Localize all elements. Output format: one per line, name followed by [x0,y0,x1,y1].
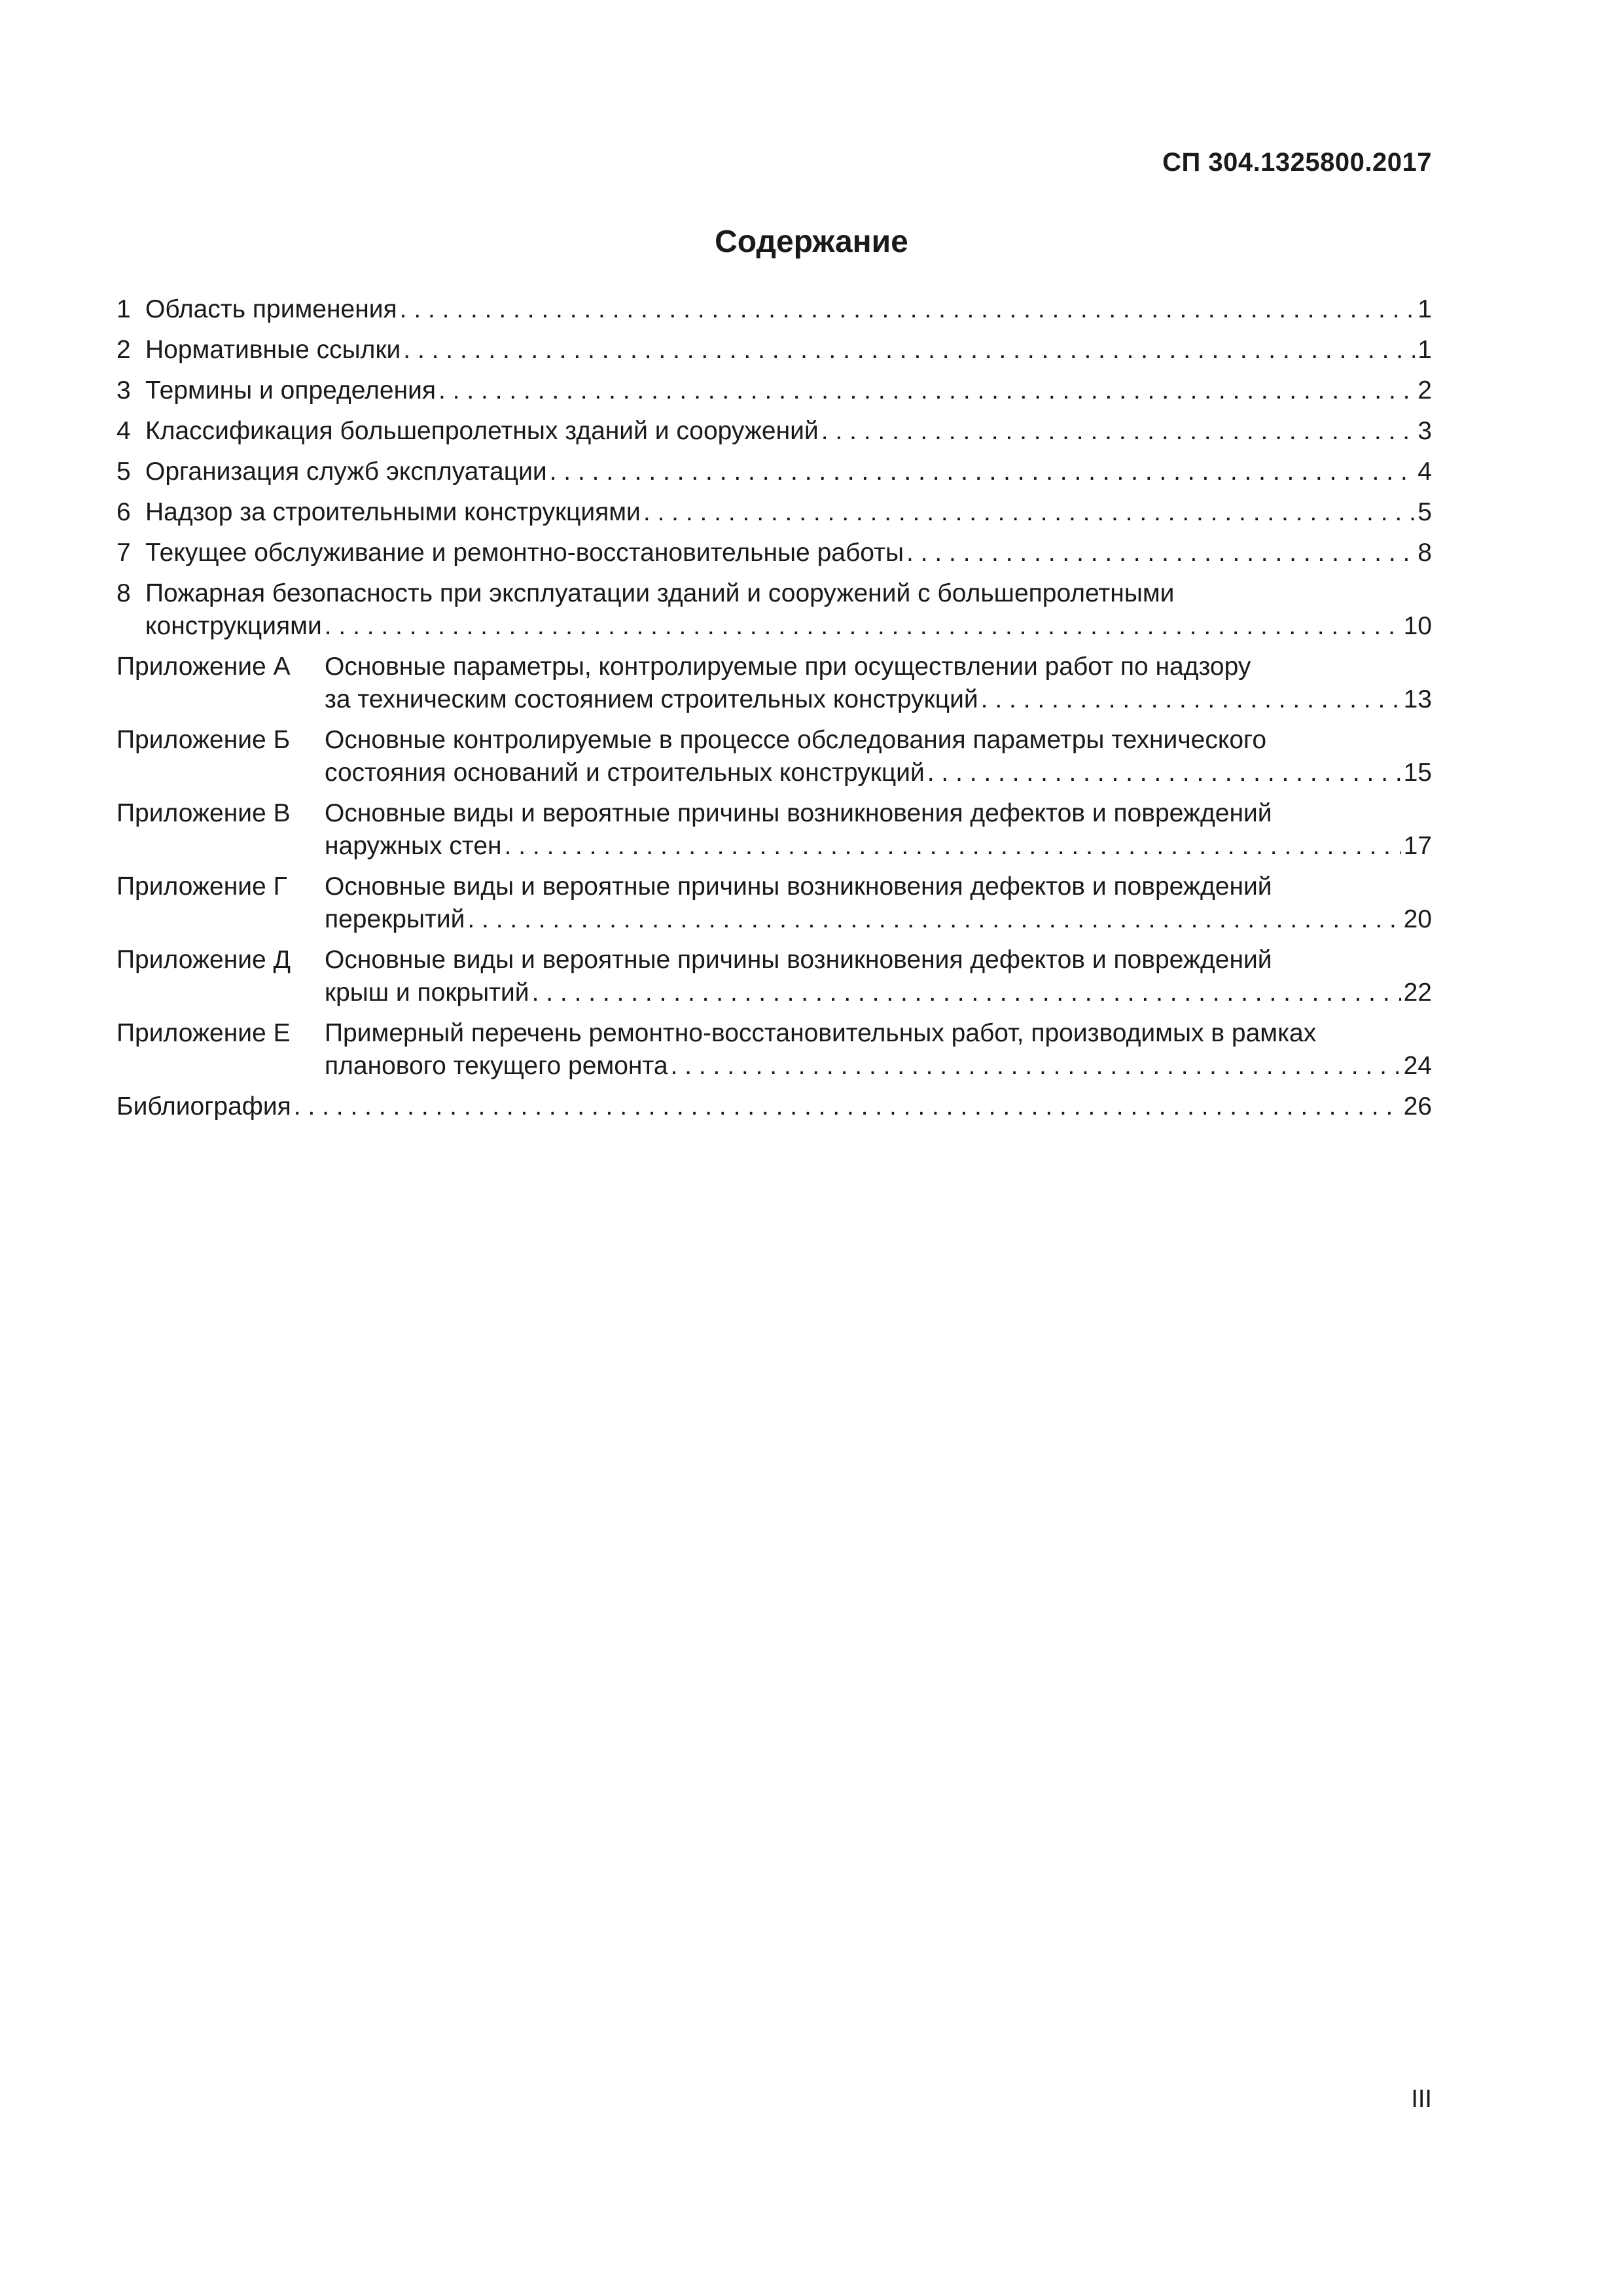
toc-entry-number: 8 [116,579,131,607]
toc-entry-page: 24 [1403,1052,1432,1080]
appendix-label: Приложение Е [116,1019,291,1047]
toc-entry-title: Пожарная безопасность при эксплуатации зданий и сооружений с большепролетными [145,579,1175,607]
dot-leader [906,537,1415,569]
dot-leader [550,456,1416,488]
dot-leader [325,610,1401,643]
dot-leader [467,903,1400,936]
appendix-label: Приложение А [116,653,291,681]
toc-entry-8[interactable] [116,577,1432,643]
appendix-label: Приложение Б [116,726,291,754]
dot-leader [821,415,1416,448]
toc-entry-title: Текущее обслуживание и ремонтно-восстановительные работы [145,539,904,567]
dot-leader [927,757,1401,789]
appendix-label: Приложение В [116,799,291,827]
toc-entry-3[interactable] [116,374,1432,407]
page-number: III [1411,2085,1432,2113]
toc-entry-title: Организация служб эксплуатации [145,457,547,486]
toc-entry-page: 3 [1418,417,1432,445]
toc-entry-page: 8 [1418,539,1432,567]
appendix-title-continued: планового текущего ремонта [325,1052,668,1080]
toc-entry-7[interactable] [116,537,1432,569]
toc-entry-6[interactable] [116,496,1432,529]
toc-entry-4[interactable] [116,415,1432,448]
appendix-title-continued: состояния оснований и строительных конструкций [325,759,925,787]
appendix-title-continued: крыш и покрытий [325,978,529,1007]
document-code: СП 304.1325800.2017 [1162,148,1432,177]
toc-appendix-b[interactable] [116,724,1432,789]
appendix-title-continued: наружных стен [325,832,502,860]
toc-entry-page: 20 [1403,905,1432,933]
dot-leader [532,977,1401,1009]
appendix-title: Основные параметры, контролируемые при осуществлении работ по надзору [325,653,1251,681]
appendix-title: Примерный перечень ремонтно-восстановительных работ, производимых в рамках [325,1019,1317,1047]
toc-appendix-a[interactable] [116,651,1432,716]
appendix-label: Приложение Г [116,872,287,901]
appendix-title-continued: за техническим состоянием строительных конструкций [325,685,978,713]
toc-entry-title: Классификация большепролетных зданий и сооружений [145,417,819,445]
toc-entry-page: 4 [1418,457,1432,486]
appendix-label: Приложение Д [116,946,291,974]
toc-entry-number: 5 [116,457,131,486]
dot-leader [505,830,1401,863]
dot-leader [438,374,1415,407]
dot-leader [403,334,1415,367]
toc-entry-title: Нормативные ссылки [145,336,401,364]
appendix-title: Основные виды и вероятные причины возникновения дефектов и повреждений [325,872,1272,901]
dot-leader [671,1050,1401,1083]
toc-appendix-g[interactable] [116,870,1432,936]
toc-entry-2[interactable] [116,334,1432,367]
toc-title: Содержание [715,224,908,259]
appendix-title-continued: перекрытий [325,905,465,933]
toc-entry-number: 4 [116,417,131,445]
toc-entry-page: 10 [1403,612,1432,640]
toc-appendix-e[interactable] [116,1017,1432,1083]
appendix-title: Основные виды и вероятные причины возникновения дефектов и повреждений [325,946,1272,974]
toc-entry-number: 7 [116,539,131,567]
table-of-contents [116,293,1432,1131]
toc-entry-page: 1 [1418,336,1432,364]
toc-appendix-v[interactable] [116,797,1432,863]
toc-entry-5[interactable] [116,456,1432,488]
toc-entry-page: 26 [1403,1092,1432,1121]
toc-entry-title: Надзор за строительными конструкциями [145,498,641,526]
dot-leader [294,1090,1401,1123]
toc-entry-number: 2 [116,336,131,364]
toc-entry-1[interactable] [116,293,1432,326]
toc-entry-page: 13 [1403,685,1432,713]
toc-entry-title: Термины и определения [145,376,437,404]
toc-bibliography[interactable] [116,1090,1432,1123]
appendix-title: Основные виды и вероятные причины возникновения дефектов и повреждений [325,799,1272,827]
toc-entry-number: 6 [116,498,131,526]
toc-entry-page: 1 [1418,295,1432,323]
toc-entry-page: 15 [1403,759,1432,787]
toc-entry-page: 5 [1418,498,1432,526]
toc-entry-number: 3 [116,376,131,404]
dot-leader [400,293,1416,326]
dot-leader [643,496,1415,529]
toc-entry-page: 2 [1418,376,1432,404]
toc-entry-page: 22 [1403,978,1432,1007]
appendix-title: Основные контролируемые в процессе обследования параметры технического [325,726,1267,754]
toc-entry-page: 17 [1403,832,1432,860]
toc-entry-title-continued: конструкциями [145,612,322,640]
toc-appendix-d[interactable] [116,944,1432,1009]
toc-entry-title: Библиография [116,1092,291,1121]
dot-leader [981,683,1401,716]
toc-entry-number: 1 [116,295,131,323]
toc-entry-title: Область применения [145,295,397,323]
